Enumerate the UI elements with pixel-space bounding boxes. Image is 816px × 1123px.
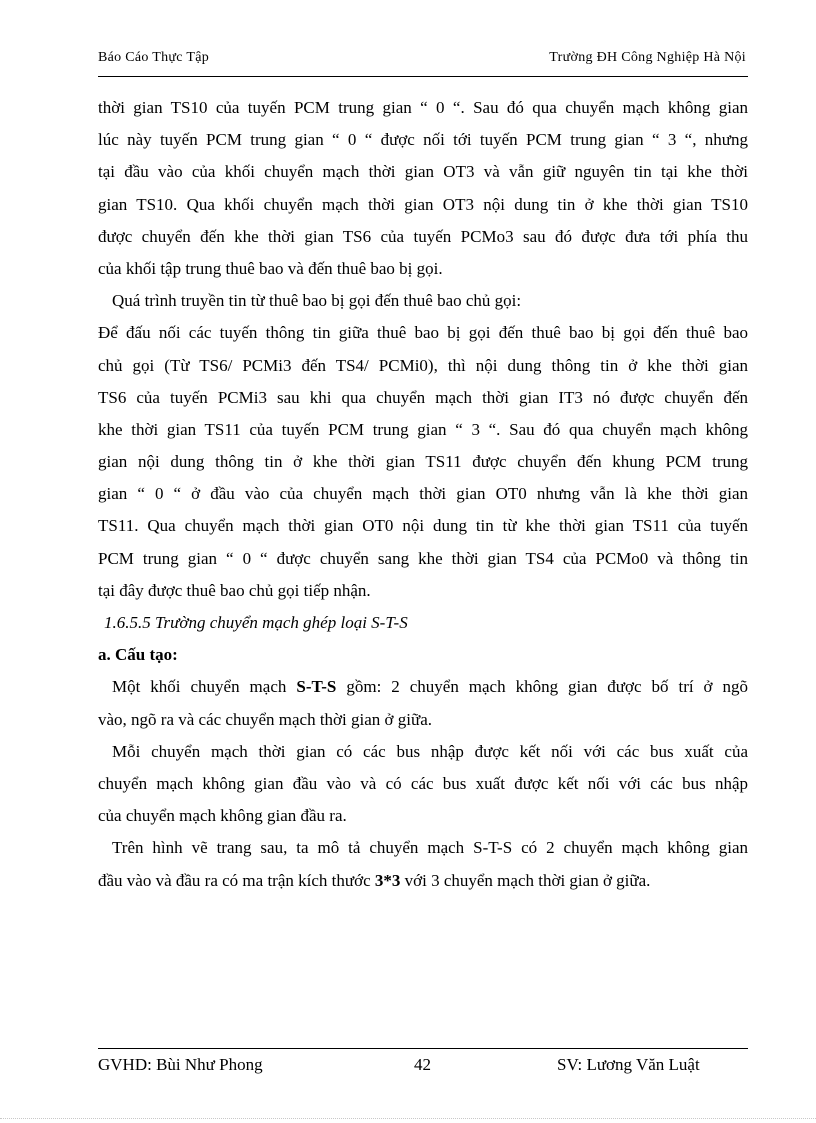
paragraph-4 <box>98 674 748 738</box>
header-rule <box>98 76 748 77</box>
text-line: tại đầu vào của khối chuyển mạch thời gian OT3 và vẫn giữ nguyên tin tại khe thời <box>98 162 748 182</box>
paragraph-3 <box>98 320 748 610</box>
footer-rule <box>98 1048 748 1049</box>
text-line: gian TS10. Qua khối chuyển mạch thời gian OT3 nội dung tin ở khe thời gian TS10 <box>98 194 748 214</box>
text-line: Để đấu nối các tuyến thông tin giữa thuê bao bị gọi đến thuê bao bị gọi đến thuê bao <box>98 323 748 343</box>
text-line: Mỗi chuyển mạch thời gian có các bus nhập được kết nối với các bus xuất của <box>112 741 748 761</box>
paragraph-2: Quá trình truyền tin từ thuê bao bị gọi đến thuê bao chủ gọi: <box>112 291 522 311</box>
text-line <box>98 868 748 900</box>
text-line: vào, ngõ ra và các chuyển mạch thời gian ở giữa. <box>98 709 433 729</box>
text-line: Trên hình vẽ trang sau, ta mô tả chuyển mạch S-T-S có 2 chuyển mạch không gian <box>112 838 748 858</box>
section-heading: 1.6.5.5 Trường chuyển mạch ghép loại S-T-S <box>104 613 408 632</box>
footer-student: SV: Lương Văn Luật <box>557 1055 700 1074</box>
text-line: khe thời gian TS11 của tuyến PCM trung gian “ 3 “. Sau đó qua chuyển mạch không <box>98 419 748 439</box>
text-run: với 3 chuyển mạch thời gian ở giữa. <box>400 870 651 890</box>
text-run: đầu vào và đầu ra có ma trận kích thước <box>98 870 375 890</box>
text-line: gian nội dung thông tin ở khe thời gian TS11 được chuyển đến khung PCM trung <box>98 452 748 472</box>
bold-term: 3*3 <box>374 870 401 890</box>
text-line: thời gian TS10 của tuyến PCM trung gian “ 0 “. Sau đó qua chuyển mạch không gian <box>98 98 748 117</box>
page-bottom-border <box>0 1118 816 1119</box>
text-line: TS11. Qua chuyển mạch thời gian OT0 nội dung tin từ khe thời gian TS11 của tuyến <box>98 516 748 536</box>
page-number: 42 <box>414 1055 431 1074</box>
paragraph-1 <box>98 95 748 288</box>
text-line <box>98 674 748 706</box>
text-line: tại đây được thuê bao chủ gọi tiếp nhận. <box>98 580 371 600</box>
text-line: gian “ 0 “ ở đầu vào của chuyển mạch thời gian OT0 nhưng vẫn là khe thời gian <box>98 484 748 504</box>
document-body <box>98 95 748 900</box>
paragraph-6 <box>98 835 748 899</box>
paragraph-5 <box>98 739 748 836</box>
sub-heading: a. Cấu tạo: <box>98 645 178 665</box>
text-line: TS6 của tuyến PCMi3 sau khi qua chuyển mạch thời gian IT3 nó được chuyển đến <box>98 387 748 407</box>
header-left: Báo Cáo Thực Tập <box>98 50 210 65</box>
text-line: của chuyển mạch không gian đầu ra. <box>98 806 347 826</box>
text-run: gồm: 2 chuyển mạch không gian được bố trí ở ngõ <box>336 677 749 697</box>
text-line: PCM trung gian “ 0 “ được chuyển sang khe thời gian TS4 của PCMo0 và thông tin <box>98 548 748 568</box>
text-line: chủ gọi (Từ TS6/ PCMi3 đến TS4/ PCMi0), thì nội dung thông tin ở khe thời gian <box>98 355 748 375</box>
bold-term: S-T-S <box>296 677 337 697</box>
text-run: Một khối chuyển mạch <box>112 677 297 697</box>
text-line: chuyển mạch không gian đầu vào và có các bus xuất được kết nối với các bus nhập <box>98 773 748 793</box>
text-line: của khối tập trung thuê bao và đến thuê bao bị gọi. <box>98 258 443 278</box>
footer-supervisor: GVHD: Bùi Như Phong <box>98 1055 263 1074</box>
header-right: Trường ĐH Công Nghiệp Hà Nội <box>549 50 746 65</box>
text-line: được chuyển đến khe thời gian TS6 của tuyến PCMo3 sau đó được đưa tới phía thu <box>98 226 748 246</box>
text-line: lúc này tuyến PCM trung gian “ 0 “ được nối tới tuyến PCM trung gian “ 3 “, nhưng <box>98 130 748 150</box>
